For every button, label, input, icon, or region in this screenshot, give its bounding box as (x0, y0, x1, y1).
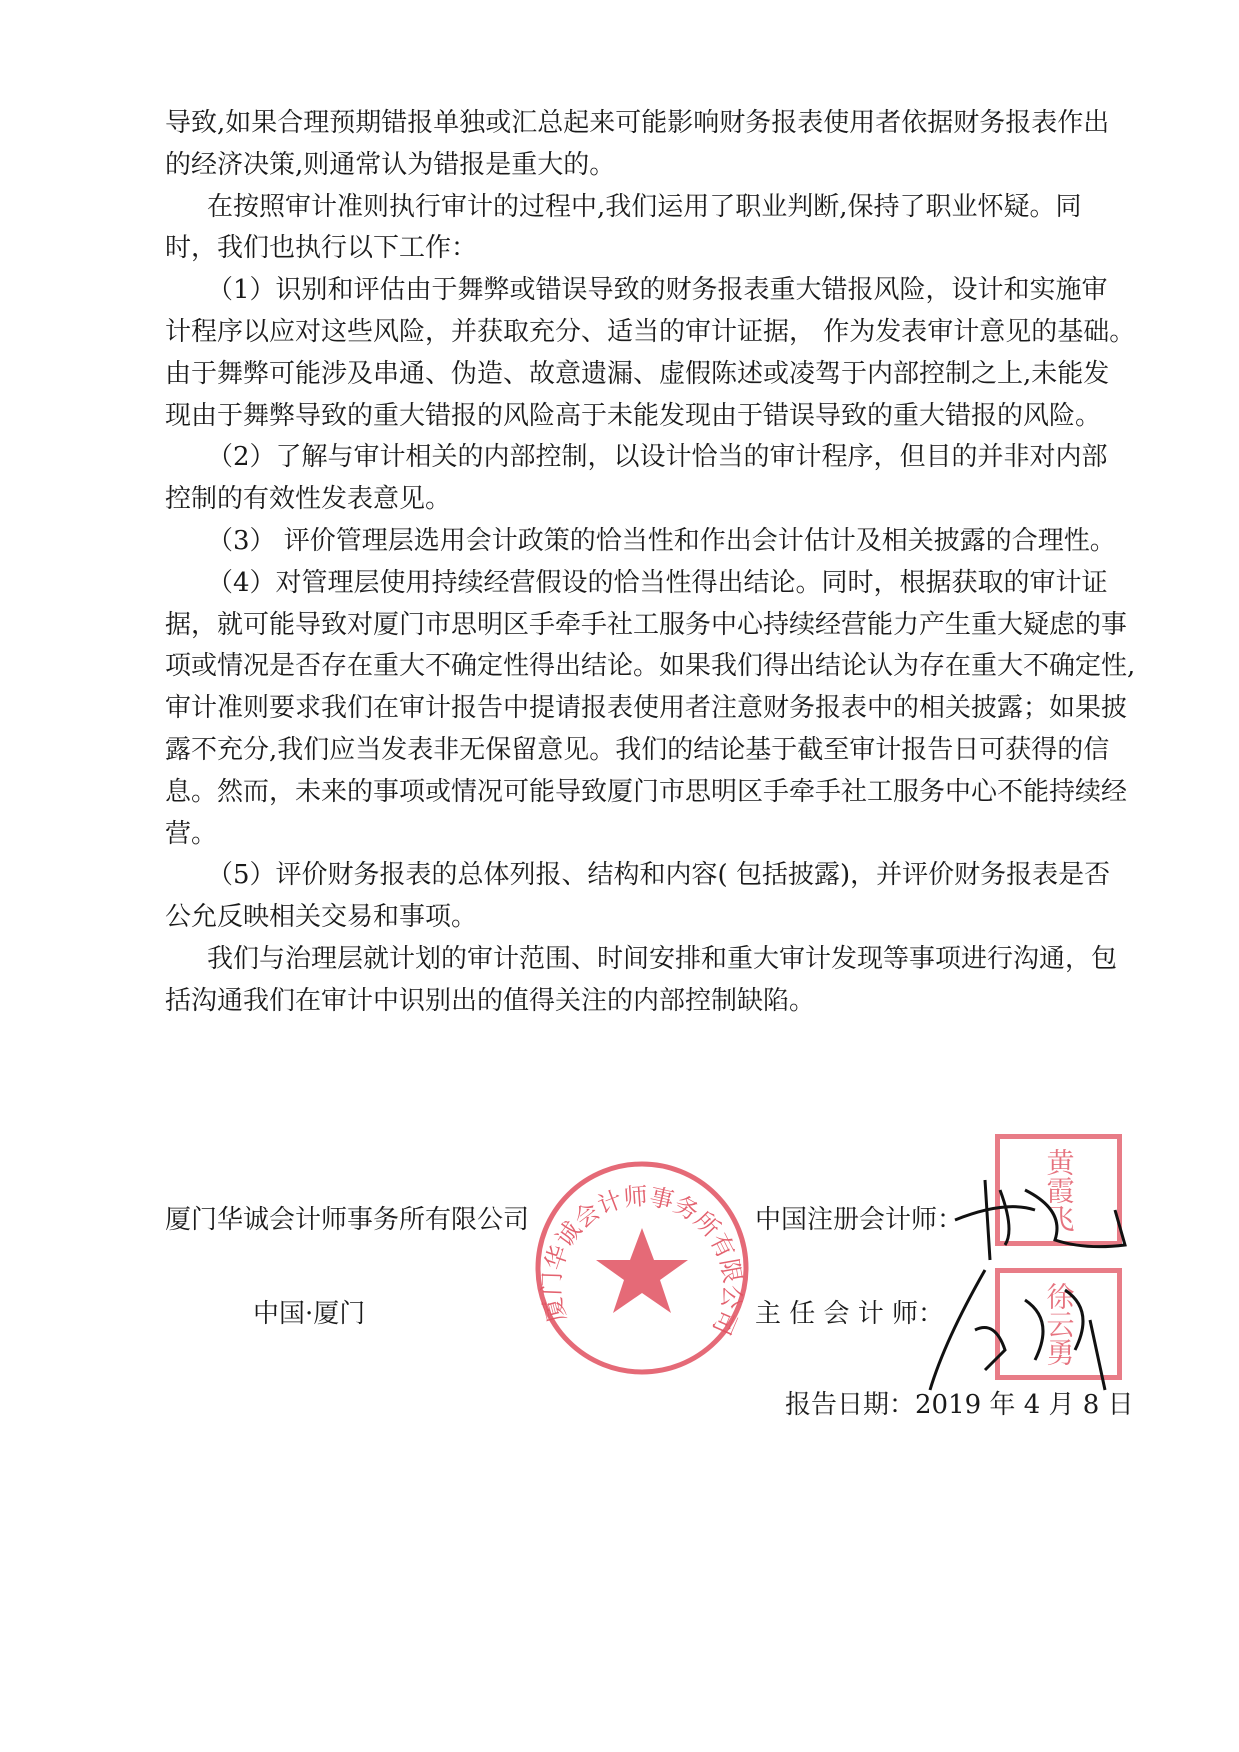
seal-text: 厦门华诚会计师事务所有限公司 (537, 1182, 747, 1340)
text-line: 导致,如果合理预期错报单独或汇总起来可能影响财务报表使用者依据财务报表作出 (165, 108, 1110, 138)
text-line: 项或情况是否存在重大不确定性得出结论。如果我们得出结论认为存在重大不确定性, (165, 651, 1136, 682)
cpa-signature (945, 1150, 1145, 1270)
text-line: （2）了解与审计相关的内部控制，以设计恰当的审计程序，但目的并非对内部 (207, 442, 1108, 473)
text-line: 计程序以应对这些风险，并获取充分、适当的审计证据， 作为发表审计意见的基础。 (165, 317, 1136, 347)
text-line: 营。 (165, 818, 218, 849)
company-seal (534, 1160, 750, 1376)
text-line: （3） 评价管理层选用会计政策的恰当性和作出会计估计及相关披露的合理性。 (207, 526, 1116, 556)
cpa-seal-1-text: 黄霞飞 (1042, 1148, 1076, 1232)
text-line: 时，我们也执行以下工作： (165, 233, 478, 264)
text-line: （4）对管理层使用持续经营假设的恰当性得出结论。同时，根据获取的审计证 (207, 567, 1108, 598)
text-line: 现由于舞弊导致的重大错报的风险高于未能发现由于错误导致的重大错报的风险。 (165, 400, 1102, 431)
text-line: 息。然而，未来的事项或情况可能导致厦门市思明区手牵手社工服务中心不能持续经 (165, 776, 1128, 807)
firm-name: 厦门华诚会计师事务所有限公司 (165, 1205, 530, 1235)
firm-location: 中国·厦门 (253, 1299, 366, 1329)
text-line: 审计准则要求我们在审计报告中提请报表使用者注意财务报表中的相关披露；如果披 (165, 693, 1128, 724)
text-line: 的经济决策,则通常认为错报是重大的。 (165, 149, 616, 180)
text-line: 据，就可能导致对厦门市思明区手牵手社工服务中心持续经营能力产生重大疑虑的事 (165, 609, 1128, 640)
chief-signature (925, 1260, 1135, 1400)
chief-accountant-label: 主 任 会 计 师： (755, 1299, 945, 1329)
text-line: 公允反映相关交易和事项。 (165, 902, 478, 933)
text-line: 控制的有效性发表意见。 (165, 484, 452, 515)
text-line: 露不充分,我们应当发表非无保留意见。我们的结论基于截至审计报告日可获得的信 (165, 735, 1110, 765)
text-line: （5）评价财务报表的总体列报、结构和内容( 包括披露)，并评价财务报表是否 (207, 860, 1111, 891)
cpa-seal-2-text: 徐云勇 (1042, 1282, 1076, 1366)
star-icon (596, 1228, 688, 1313)
cpa-label: 中国注册会计师： (755, 1205, 964, 1235)
text-line: （1）识别和评估由于舞弊或错误导致的财务报表重大错报风险，设计和实施审 (207, 275, 1108, 306)
text-line: 在按照审计准则执行审计的过程中,我们运用了职业判断,保持了职业怀疑。同 (207, 191, 1082, 222)
text-line: 我们与治理层就计划的审计范围、时间安排和重大审计发现等事项进行沟通，包 (207, 944, 1118, 974)
report-date: 报告日期：2019 年 4 月 8 日 (785, 1390, 1134, 1420)
text-line: 括沟通我们在审计中识别出的值得关注的内部控制缺陷。 (165, 985, 816, 1016)
text-line: 由于舞弊可能涉及串通、伪造、故意遗漏、虚假陈述或凌驾于内部控制之上,未能发 (165, 358, 1110, 389)
